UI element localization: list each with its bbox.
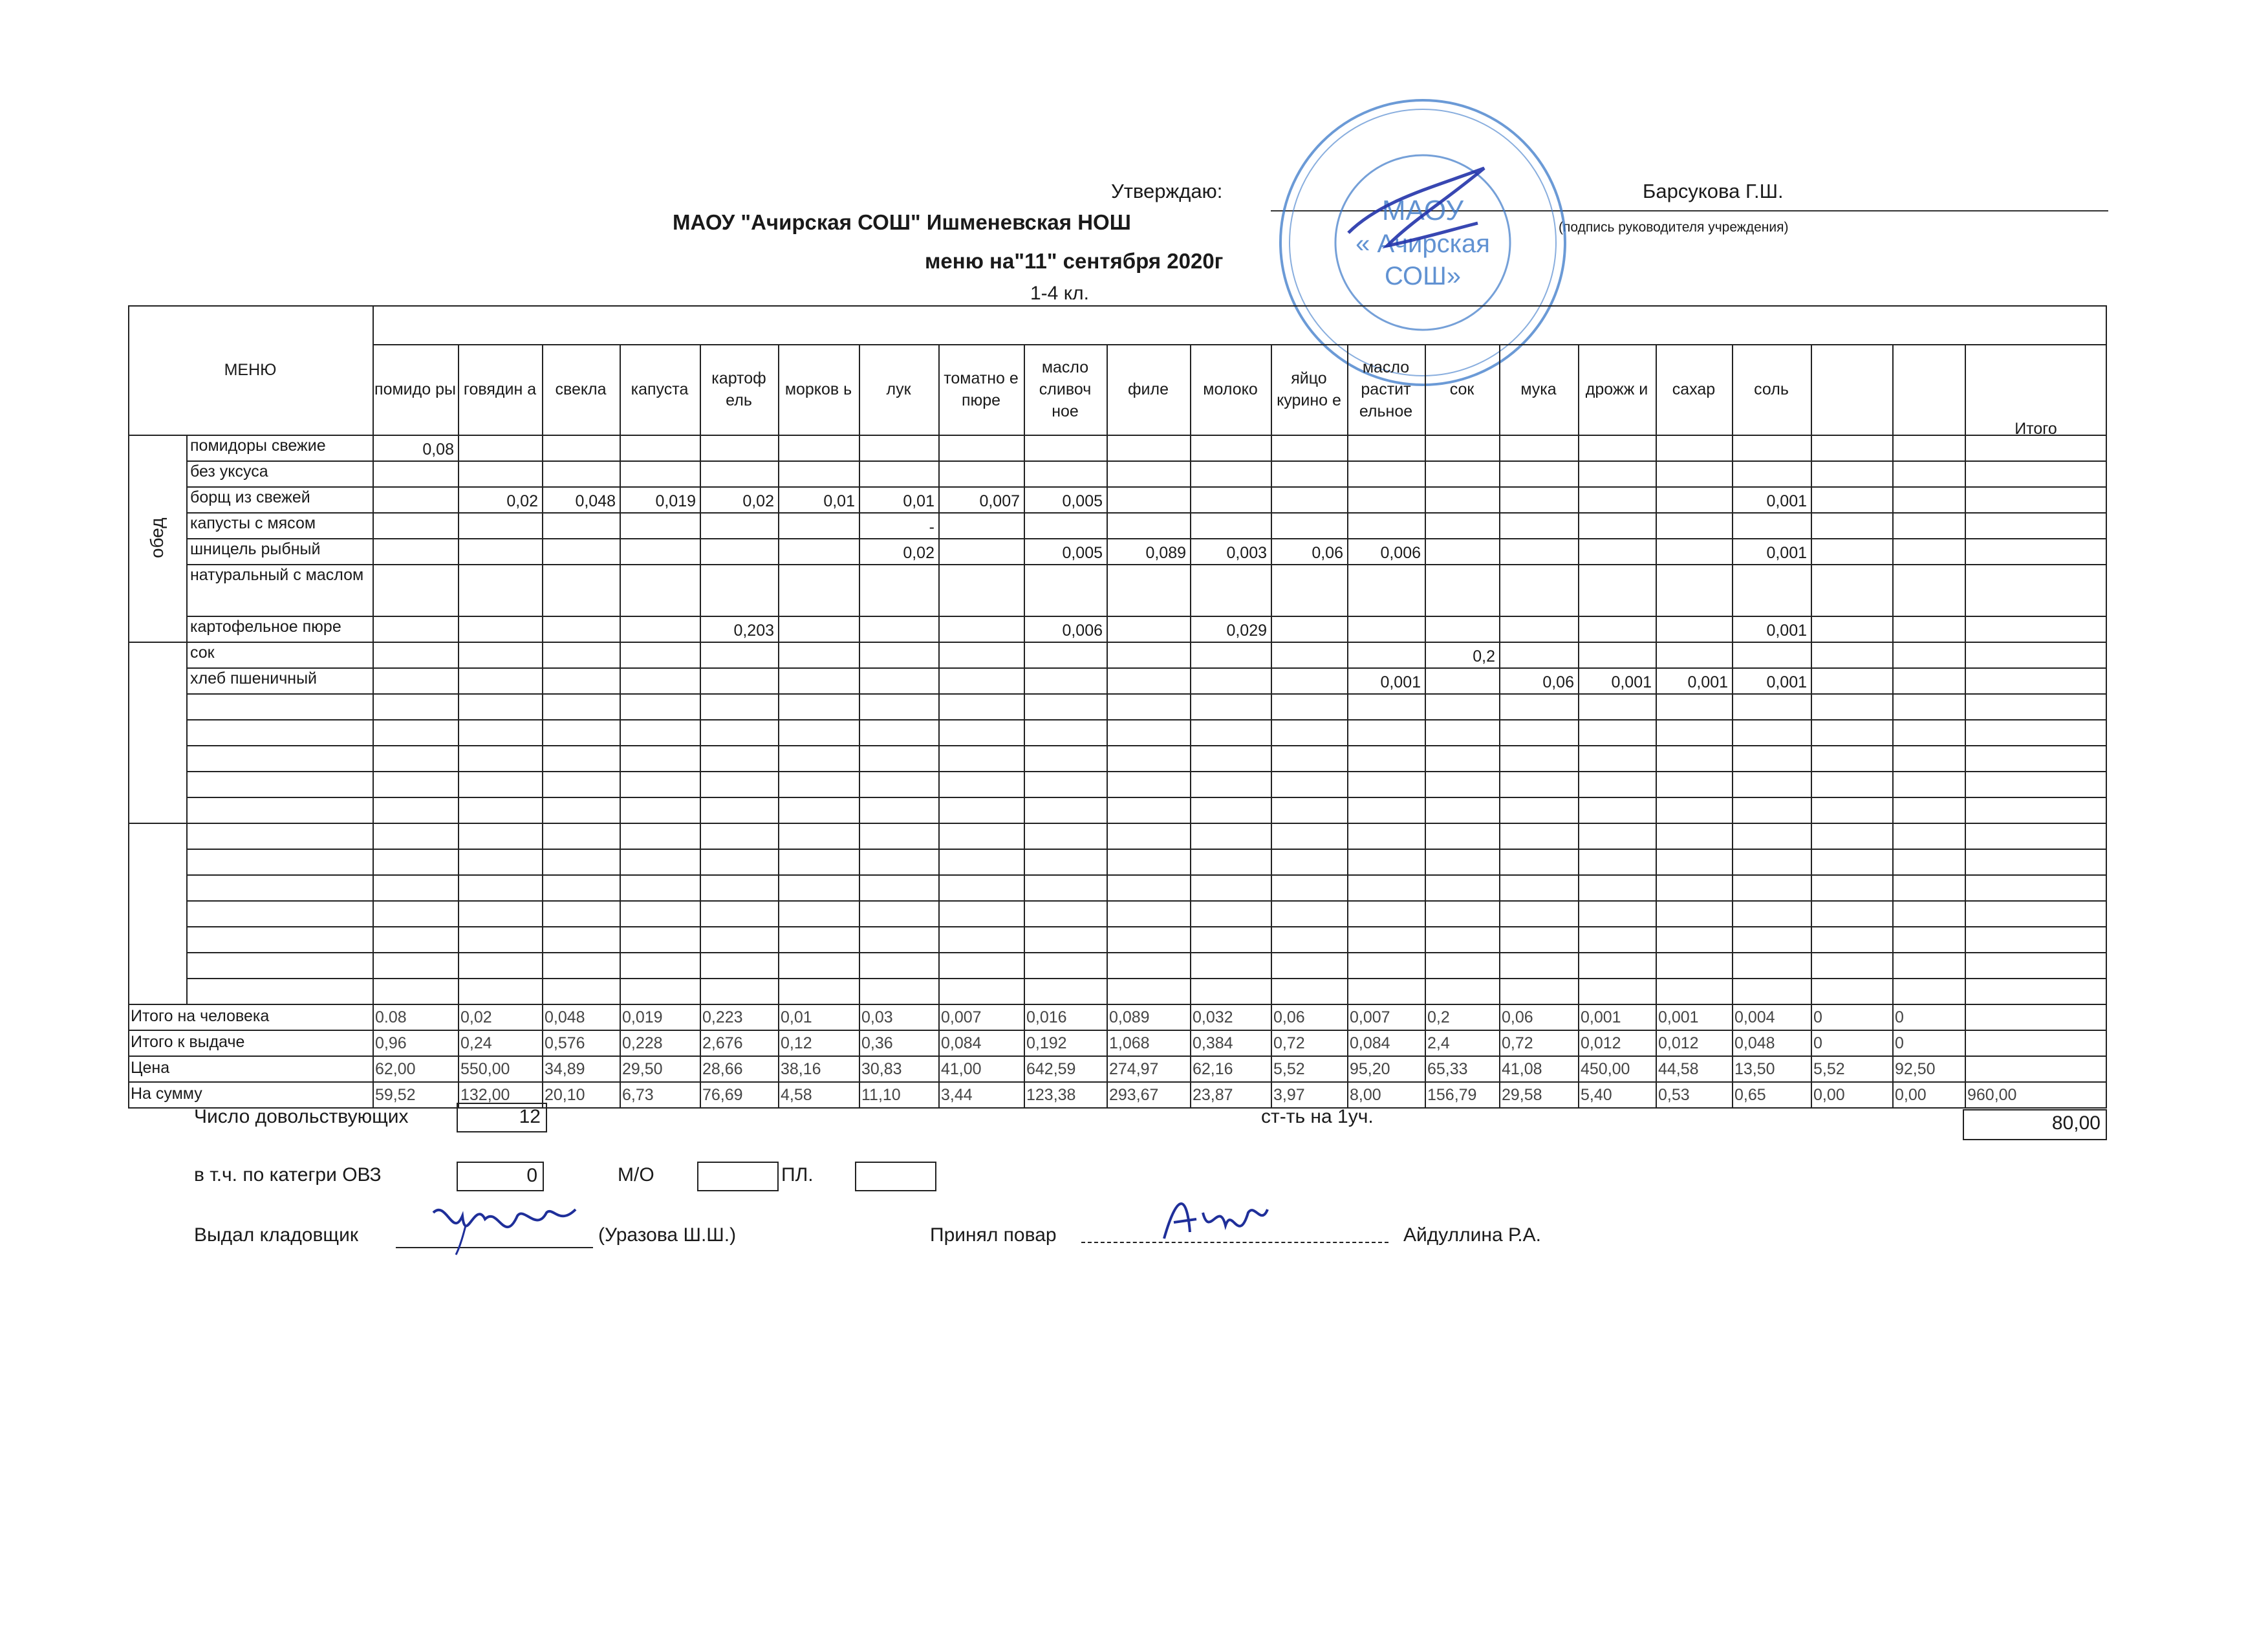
- summary-value: 13,50: [1734, 1060, 1775, 1078]
- summary-value: 5,52: [1813, 1060, 1845, 1078]
- column-divider: [1656, 344, 1657, 1107]
- summary-value: 62,00: [375, 1060, 416, 1078]
- table-bottom-border: [128, 1107, 2107, 1109]
- summary-value: 11,10: [861, 1086, 901, 1104]
- ingredient-qty: 0,2: [1473, 647, 1495, 666]
- organization-title: МАОУ "Ачирская СОШ" Ишменевская НОШ: [673, 210, 1131, 234]
- row-line: [186, 719, 2107, 720]
- grade-label: 1-4 кл.: [1030, 283, 1089, 304]
- row-line: [186, 693, 2107, 695]
- summary-value: 0,53: [1658, 1086, 1690, 1104]
- summary-value: 20,10: [545, 1086, 585, 1104]
- summary-value: 0,089: [1109, 1008, 1150, 1026]
- summary-value: 0,228: [622, 1034, 663, 1052]
- summary-value: 0,06: [1502, 1008, 1533, 1026]
- dish-name: картофельное пюре: [190, 618, 341, 636]
- column-header: филе: [1127, 380, 1169, 398]
- summary-value: 2,676: [702, 1034, 743, 1052]
- summary-value: 0,048: [1734, 1034, 1775, 1052]
- summary-value: 0,03: [861, 1008, 893, 1026]
- summary-label: На сумму: [131, 1085, 202, 1103]
- cost-label: ст-ть на 1уч.: [1261, 1106, 1374, 1127]
- summary-value: 0: [1895, 1008, 1904, 1026]
- group-divider: [128, 823, 186, 824]
- summary-value: 95,20: [1350, 1060, 1390, 1078]
- dish-name: капусты с мясом: [190, 514, 316, 532]
- column-divider: [1811, 344, 1812, 1107]
- row-line: [186, 745, 2107, 746]
- column-header: морков ь: [784, 380, 852, 398]
- column-header: говядин а: [463, 380, 537, 398]
- summary-value: 0,084: [941, 1034, 982, 1052]
- ingredient-qty: 0,01: [823, 492, 855, 510]
- summary-value: 41,08: [1502, 1060, 1542, 1078]
- summary-value: 1,068: [1109, 1034, 1150, 1052]
- summary-value: 5,52: [1273, 1060, 1305, 1078]
- received-label: Принял повар: [930, 1224, 1057, 1246]
- summary-value: 29,50: [622, 1060, 663, 1078]
- mo-label: М/О: [618, 1164, 654, 1186]
- row-line: [186, 512, 2107, 514]
- summary-value: 23,87: [1193, 1086, 1233, 1104]
- summary-value: 0,96: [375, 1034, 407, 1052]
- summary-value: 0,72: [1273, 1034, 1305, 1052]
- row-line: [186, 642, 2107, 643]
- summary-value: 0: [1813, 1034, 1822, 1052]
- summary-row-line: [128, 1056, 2107, 1057]
- approver-name: Барсукова Г.Ш.: [1643, 180, 1784, 202]
- summary-label: Цена: [131, 1059, 170, 1077]
- summary-value: 123,38: [1026, 1086, 1076, 1104]
- row-line: [186, 978, 2107, 979]
- storekeeper-signature: [427, 1187, 595, 1258]
- row-line: [186, 616, 2107, 617]
- issued-name: (Уразова Ш.Ш.): [598, 1224, 737, 1246]
- row-line: [186, 900, 2107, 902]
- summary-value: 34,89: [545, 1060, 585, 1078]
- received-name: Айдуллина Р.А.: [1403, 1224, 1541, 1246]
- column-divider: [1425, 344, 1426, 1107]
- row-line: [186, 874, 2107, 876]
- ingredient-qty: 0,01: [903, 492, 934, 510]
- header-bottom-line: [128, 435, 2107, 436]
- ingredient-qty: 0,001: [1611, 673, 1652, 691]
- column-divider: [1271, 344, 1272, 1107]
- row-line: [186, 538, 2107, 539]
- ingredient-qty: 0,003: [1226, 544, 1267, 562]
- menu-title: меню на"11" сентября 2020г: [925, 249, 1224, 273]
- dish-name: натуральный с маслом: [190, 566, 364, 584]
- column-divider: [778, 344, 779, 1107]
- row-line: [186, 823, 2107, 824]
- summary-value: 0,72: [1502, 1034, 1533, 1052]
- summary-value: 0,384: [1193, 1034, 1233, 1052]
- summary-value: 5,40: [1581, 1086, 1612, 1104]
- row-line: [186, 849, 2107, 850]
- summary-value: 6,73: [622, 1086, 654, 1104]
- summary-value: 0,007: [941, 1008, 982, 1026]
- summary-total: 960,00: [1967, 1086, 2017, 1104]
- signature-caption: (подпись руководителя учреждения): [1559, 220, 1789, 235]
- summary-value: 2,4: [1427, 1034, 1450, 1052]
- summary-value: 0,007: [1350, 1008, 1390, 1026]
- column-divider: [1347, 344, 1348, 1107]
- summary-value: 0,65: [1734, 1086, 1766, 1104]
- column-divider: [1578, 344, 1579, 1107]
- summary-value: 293,67: [1109, 1086, 1159, 1104]
- summary-value: 62,16: [1193, 1060, 1233, 1078]
- row-line: [186, 952, 2107, 953]
- column-divider: [1965, 344, 1966, 1107]
- pl-value: [855, 1162, 936, 1191]
- ingredient-qty: 0,029: [1226, 622, 1267, 640]
- column-header: масло сливоч ное: [1039, 358, 1092, 420]
- ingredient-qty: 0,005: [1062, 492, 1103, 510]
- name-column-divider: [373, 305, 374, 1107]
- column-header: капуста: [631, 380, 689, 398]
- menu-table: [128, 305, 2107, 1104]
- summary-value: 0: [1813, 1008, 1822, 1026]
- row-line: [186, 564, 2107, 565]
- summary-value: 0,00: [1813, 1086, 1845, 1104]
- column-divider: [1190, 344, 1191, 1107]
- ingredient-qty: 0,02: [742, 492, 774, 510]
- svg-text:МАОУ: МАОУ: [1381, 195, 1464, 226]
- column-header: молоко: [1203, 380, 1258, 398]
- column-header: [1811, 344, 1892, 435]
- row-line: [186, 797, 2107, 798]
- summary-value: 0,24: [460, 1034, 492, 1052]
- summary-value: 29,58: [1502, 1086, 1542, 1104]
- summary-value: 0,2: [1427, 1008, 1450, 1026]
- ingredient-qty: 0,089: [1145, 544, 1186, 562]
- column-header: мука: [1520, 380, 1557, 398]
- summary-value: 0,576: [545, 1034, 585, 1052]
- summary-value: 59,52: [375, 1086, 416, 1104]
- svg-text:« Ачирская: « Ачирская: [1355, 230, 1490, 258]
- ingredient-qty: 0,06: [1542, 673, 1574, 691]
- column-header: свекла: [555, 380, 607, 398]
- summary-value: 8,00: [1350, 1086, 1381, 1104]
- summary-value: 41,00: [941, 1060, 982, 1078]
- ingredient-qty: 0,001: [1766, 622, 1807, 640]
- summary-value: 4,58: [781, 1086, 812, 1104]
- summary-value: 0,06: [1273, 1008, 1305, 1026]
- ingredient-qty: 0,005: [1062, 544, 1103, 562]
- ingredient-qty: 0,019: [655, 492, 696, 510]
- column-header: [1892, 344, 1965, 435]
- table-top-border: [128, 305, 2107, 307]
- ovz-label: в т.ч. по категри ОВЗ: [194, 1164, 382, 1186]
- summary-row-line: [128, 1004, 2107, 1005]
- group-label: обед: [147, 517, 167, 559]
- summary-value: 0,048: [545, 1008, 585, 1026]
- summary-value: 450,00: [1581, 1060, 1630, 1078]
- column-header: дрожж и: [1585, 380, 1648, 398]
- dish-name: сок: [190, 644, 215, 662]
- summary-value: 28,66: [702, 1060, 743, 1078]
- summary-value: 0,001: [1581, 1008, 1621, 1026]
- summary-value: 65,33: [1427, 1060, 1468, 1078]
- summary-value: 38,16: [781, 1060, 821, 1078]
- summary-value: 0,02: [460, 1008, 492, 1026]
- column-header: лук: [886, 380, 911, 398]
- ingredient-qty: -: [929, 518, 934, 536]
- total-column-header: Итого: [2014, 420, 2057, 438]
- dish-name: шницель рыбный: [190, 540, 321, 558]
- summary-label: Итого к выдаче: [131, 1033, 245, 1051]
- column-header: картоф ель: [711, 369, 766, 409]
- row-line: [186, 486, 2107, 488]
- summary-value: 3,44: [941, 1086, 973, 1104]
- column-divider: [859, 344, 860, 1107]
- summary-value: 0,36: [861, 1034, 893, 1052]
- summary-value: 44,58: [1658, 1060, 1699, 1078]
- row-line: [186, 460, 2107, 462]
- column-divider: [620, 344, 621, 1107]
- dish-name: без уксуса: [190, 462, 268, 481]
- column-divider: [1499, 344, 1500, 1107]
- cook-signature: [1158, 1187, 1274, 1258]
- group-divider: [128, 642, 186, 643]
- summary-value: 0,084: [1350, 1034, 1390, 1052]
- row-line: [186, 667, 2107, 669]
- summary-value: 156,79: [1427, 1086, 1477, 1104]
- summary-value: 3,97: [1273, 1086, 1305, 1104]
- summary-value: 0,012: [1581, 1034, 1621, 1052]
- column-divider: [542, 344, 543, 1107]
- summary-row-line: [128, 1081, 2107, 1083]
- summary-value: 76,69: [702, 1086, 743, 1104]
- corner-label: МЕНЮ: [224, 361, 277, 379]
- summary-value: 30,83: [861, 1060, 902, 1078]
- column-header: яйцо курино е: [1277, 369, 1341, 409]
- ingredient-qty: 0,203: [733, 622, 774, 640]
- column-header: соль: [1754, 380, 1789, 398]
- column-header: помидо ры: [374, 380, 456, 398]
- summary-value: 0,223: [702, 1008, 743, 1026]
- summary-value: 92,50: [1895, 1060, 1936, 1078]
- row-line: [186, 926, 2107, 927]
- summary-value: 0,12: [781, 1034, 812, 1052]
- ovz-value: 0: [457, 1162, 544, 1191]
- dish-name: борщ из свежей: [190, 488, 310, 506]
- summary-label: Итого на человека: [131, 1007, 270, 1025]
- mo-value: [697, 1162, 779, 1191]
- eaters-value: 12: [457, 1103, 547, 1132]
- ingredient-qty: 0,006: [1062, 622, 1103, 640]
- summary-value: 132,00: [460, 1086, 510, 1104]
- ingredient-qty: 0,001: [1766, 544, 1807, 562]
- svg-text:СОШ»: СОШ»: [1384, 262, 1462, 290]
- ingredient-qty: 0,007: [979, 492, 1020, 510]
- summary-row-line: [128, 1030, 2107, 1031]
- ingredient-qty: 0,001: [1766, 492, 1807, 510]
- row-line: [186, 771, 2107, 772]
- summary-value: 0,001: [1658, 1008, 1699, 1026]
- column-divider: [458, 344, 459, 1107]
- summary-value: 0,012: [1658, 1034, 1699, 1052]
- column-header: масло растит ельное: [1359, 358, 1413, 420]
- column-header: сахар: [1672, 380, 1716, 398]
- column-divider: [1024, 344, 1025, 1107]
- column-header: сок: [1449, 380, 1474, 398]
- column-divider: [1107, 344, 1108, 1107]
- summary-value: 0,004: [1734, 1008, 1775, 1026]
- ingredient-qty: 0,048: [575, 492, 616, 510]
- ingredient-qty: 0,06: [1312, 544, 1343, 562]
- ingredient-qty: 0,08: [422, 440, 454, 459]
- ingredient-qty: 0,001: [1687, 673, 1728, 691]
- ingredient-qty: 0,001: [1766, 673, 1807, 691]
- summary-value: 0,00: [1895, 1086, 1927, 1104]
- summary-value: 0,032: [1193, 1008, 1233, 1026]
- issued-label: Выдал кладовщик: [194, 1224, 358, 1246]
- eaters-label: Число довольствующих: [194, 1106, 409, 1127]
- ingredient-qty: 0,02: [506, 492, 538, 510]
- ingredient-qty: 0,006: [1380, 544, 1421, 562]
- ingredient-qty: 0,001: [1380, 673, 1421, 691]
- pl-label: ПЛ.: [781, 1164, 814, 1186]
- column-divider: [1732, 344, 1733, 1107]
- summary-value: 0,01: [781, 1008, 812, 1026]
- column-header: томатно е пюре: [944, 369, 1019, 409]
- summary-value: 0.08: [375, 1008, 407, 1026]
- dish-name: хлеб пшеничный: [190, 669, 318, 688]
- column-divider: [938, 344, 940, 1107]
- approve-label: Утверждаю:: [1111, 180, 1223, 202]
- summary-value: 550,00: [460, 1060, 510, 1078]
- column-divider: [700, 344, 701, 1107]
- ingredient-qty: 0,02: [903, 544, 934, 562]
- summary-value: 0,019: [622, 1008, 663, 1026]
- summary-value: 0,016: [1026, 1008, 1067, 1026]
- dish-name: помидоры свежие: [190, 437, 326, 455]
- summary-value: 642,59: [1026, 1060, 1076, 1078]
- cost-value: 80,00: [1963, 1109, 2107, 1140]
- summary-value: 274,97: [1109, 1060, 1159, 1078]
- column-divider: [1892, 344, 1894, 1107]
- summary-value: 0: [1895, 1034, 1904, 1052]
- summary-value: 0,192: [1026, 1034, 1067, 1052]
